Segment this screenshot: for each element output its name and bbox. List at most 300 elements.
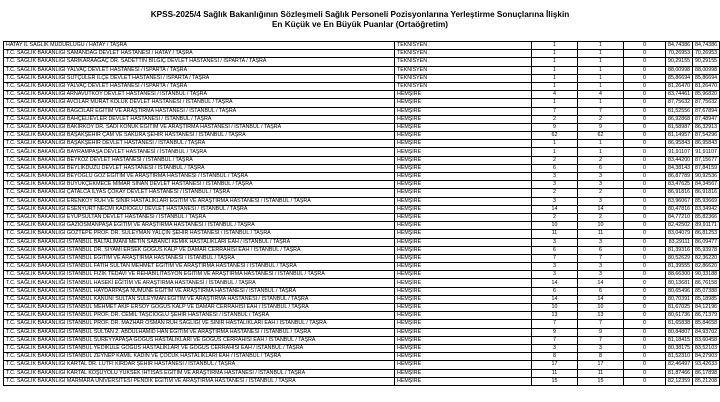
max-score-cell: 85,18985 [693, 295, 720, 303]
vacant-count-cell: 0 [624, 222, 666, 230]
min-score-cell: 90,29155 [666, 58, 693, 66]
min-score-cell: 87,75632 [666, 99, 693, 107]
quota-cell: 14 [532, 205, 578, 213]
institution-cell: T.C. SAĞLIK BAKANLIĞI KARTAL DR. LÜTFİ KIRDAR ŞEHİR HASTANESİ / İSTANBUL / TAŞRA [4, 361, 395, 369]
min-score-cell: 81,52310 [666, 353, 693, 361]
placed-count-cell: 15 [578, 377, 624, 385]
vacant-count-cell: 0 [624, 132, 666, 140]
max-score-cell: 85,82366 [693, 213, 720, 221]
max-score-cell: 84,12196 [693, 304, 720, 312]
institution-cell: T.C. SAĞLIK BAKANLIĞI KARTAL KOŞUYOLU YÜKSEK İHTİSAS EĞİTİM VE ARAŞTIRMA HASTANESİ / İSTANBUL / TAŞRA [4, 369, 395, 377]
placed-count-cell: 3 [578, 344, 624, 352]
institution-cell: T.C. SAĞLIK BAKANLIĞI ÇATALCA İLYAS ÇOKAY DEVLET HASTANESİ / İSTANBUL / TAŞRA [4, 189, 395, 197]
max-score-cell: 87,67894 [693, 107, 720, 115]
placed-count-cell: 10 [578, 304, 624, 312]
min-score-cell: 84,77210 [666, 213, 693, 221]
max-score-cell: 85,96820 [693, 91, 720, 99]
placed-count-cell: 1 [578, 74, 624, 82]
placed-count-cell: 14 [578, 279, 624, 287]
table-row [4, 115, 720, 123]
institution-cell: T.C. SAĞLIK BAKANLIĞI İSTANBUL YEDİKULE GÖĞÜS HASTALIKLARI VE GÖĞÜS CERRAHİSİ EAH / İSTANBUL / TAŞRA [4, 344, 395, 352]
table-row [4, 295, 720, 303]
max-score-cell: 85,93978 [693, 246, 720, 254]
position-title-cell: TEKNİSYEN [395, 42, 532, 50]
position-title-cell: HEMŞİRE [395, 148, 532, 156]
institution-cell: T.C. SAĞLIK BAKANLIĞI ARNAVUTKÖY DEVLET HASTANESİ / İSTANBUL / TAŞRA [4, 91, 395, 99]
position-title-cell: HEMŞİRE [395, 123, 532, 131]
max-score-cell: 87,54296 [693, 132, 720, 140]
position-title-cell: HEMŞİRE [395, 320, 532, 328]
placed-count-cell: 7 [578, 320, 624, 328]
max-score-cell: 85,86694 [693, 74, 720, 82]
min-score-cell: 83,96067 [666, 197, 693, 205]
position-title-cell: HEMŞİRE [395, 353, 532, 361]
max-score-cell: 86,09477 [693, 238, 720, 246]
placed-count-cell: 7 [578, 336, 624, 344]
position-title-cell: HEMŞİRE [395, 213, 532, 221]
table-row [4, 74, 720, 82]
institution-cell: T.C. SAĞLIK BAKANLIĞI İSTANBUL FİZİK TEDAVİ VE REHABİLİTASYON EĞİTİM VE ARAŞTIRMA HASTANESİ / İSTANBUL / TAŞRA [4, 271, 395, 279]
table-row [4, 353, 720, 361]
min-score-cell: 84,74386 [666, 42, 693, 50]
position-title-cell: HEMŞİRE [395, 336, 532, 344]
institution-cell: T.C. SAĞLIK BAKANLIĞI SAMANDAĞ DEVLET HASTANESİ / HATAY / TAŞRA [4, 50, 395, 58]
placed-count-cell: 2 [578, 156, 624, 164]
placed-count-cell: 6 [578, 287, 624, 295]
min-score-cell: 85,86694 [666, 74, 693, 82]
vacant-count-cell: 0 [624, 205, 666, 213]
table-row [4, 320, 720, 328]
vacant-count-cell: 0 [624, 66, 666, 74]
vacant-count-cell: 0 [624, 328, 666, 336]
min-score-cell: 81,18415 [666, 336, 693, 344]
position-title-cell: HEMŞİRE [395, 304, 532, 312]
quota-cell: 1 [532, 140, 578, 148]
vacant-count-cell: 0 [624, 74, 666, 82]
institution-cell: T.C. SAĞLIK BAKANLIĞI BAKIRKÖY DR. SADİ KONUK EĞİTİM VE ARAŞTIRMA HASTANESİ / İSTANBUL / TAŞRA [4, 123, 395, 131]
quota-cell: 3 [532, 263, 578, 271]
min-score-cell: 81,39316 [666, 246, 693, 254]
vacant-count-cell: 0 [624, 107, 666, 115]
position-title-cell: HEMŞİRE [395, 279, 532, 287]
institution-cell: T.C. SAĞLIK BAKANLIĞI İSTANBUL FATİH SULTAN MEHMET EĞİTİM VE ARAŞTIRMA HASTANESİ / İSTANBUL / TAŞRA [4, 263, 395, 271]
placed-count-cell: 3 [578, 271, 624, 279]
table-row [4, 66, 720, 74]
quota-cell: 6 [532, 287, 578, 295]
document-title [0, 10, 720, 30]
quota-cell: 8 [532, 353, 578, 361]
max-score-cell: 84,34567 [693, 181, 720, 189]
table-row [4, 189, 720, 197]
quota-cell: 13 [532, 312, 578, 320]
institution-cell: T.C. SAĞLIK BAKANLIĞI İSTANBUL MEHMET AKİF ERSOY GÖĞÜS KALP VE DAMAR CERRAHİSİ EAH / İSTANBUL / TAŞRA [4, 304, 395, 312]
position-title-cell: HEMŞİRE [395, 91, 532, 99]
quota-cell: 9 [532, 328, 578, 336]
min-score-cell: 84,38143 [666, 164, 693, 172]
table-row [4, 328, 720, 336]
max-score-cell: 83,34942 [693, 205, 720, 213]
table-row [4, 91, 720, 99]
min-score-cell: 82,12359 [666, 377, 693, 385]
table-row [4, 361, 720, 369]
vacant-count-cell: 0 [624, 263, 666, 271]
position-title-cell: TEKNİSYEN [395, 82, 532, 90]
vacant-count-cell: 0 [624, 197, 666, 205]
institution-cell: T.C. SAĞLIK BAKANLIĞI BÜYÜKÇEKMECE MİMAR SİNAN DEVLET HASTANESİ / İSTANBUL / TAŞRA [4, 181, 395, 189]
table-row [4, 58, 720, 66]
table-row [4, 213, 720, 221]
quota-cell: 3 [532, 238, 578, 246]
max-score-cell: 88,00998 [693, 66, 720, 74]
max-score-cell: 87,48947 [693, 115, 720, 123]
institution-cell: T.C. SAĞLIK BAKANLIĞI İSTANBUL DR. SİYAMİ ERSEK GÖĞÜS KALP VE DAMAR CERRAHİSİ EAH / İSTANBUL / TAŞRA [4, 246, 395, 254]
min-score-cell: 81,14957 [666, 132, 693, 140]
institution-cell: T.C. SAĞLIK BAKANLIĞI İSTANBUL HASEKİ EĞİTİM VE ARAŞTIRMA HASTANESİ / İSTANBUL / TAŞRA [4, 279, 395, 287]
placed-count-cell: 11 [578, 369, 624, 377]
min-score-cell: 88,00998 [666, 66, 693, 74]
min-score-cell: 80,84807 [666, 328, 693, 336]
min-score-cell: 81,58987 [666, 123, 693, 131]
title-line-2: En Küçük ve En Büyük Puanlar (Ortaöğretim) [271, 20, 449, 29]
position-title-cell: HEMŞİRE [395, 271, 532, 279]
quota-cell: 11 [532, 369, 578, 377]
placed-count-cell: 62 [578, 132, 624, 140]
institution-cell: T.C. SAĞLIK BAKANLIĞI SÜTÇÜLER İLÇE DEVLET HASTANESİ / ISPARTA / TAŞRA [4, 74, 395, 82]
quota-cell: 1 [532, 66, 578, 74]
max-score-cell: 86,91816 [693, 189, 720, 197]
institution-cell: T.C. SAĞLIK BAKANLIĞI YALVAÇ DEVLET HASTANESİ / ISPARTA / TAŞRA [4, 66, 395, 74]
position-title-cell: TEKNİSYEN [395, 50, 532, 58]
max-score-cell: 83,52103 [693, 344, 720, 352]
vacant-count-cell: 0 [624, 156, 666, 164]
max-score-cell: 87,75632 [693, 99, 720, 107]
quota-cell: 1 [532, 42, 578, 50]
quota-cell: 4 [532, 91, 578, 99]
placed-count-cell: 6 [578, 164, 624, 172]
position-title-cell: HEMŞİRE [395, 328, 532, 336]
placed-count-cell: 6 [578, 246, 624, 254]
min-score-cell: 80,61736 [666, 312, 693, 320]
min-score-cell: 81,67025 [666, 304, 693, 312]
quota-cell: 3 [532, 344, 578, 352]
placed-count-cell: 1 [578, 66, 624, 74]
quota-cell: 17 [532, 361, 578, 369]
position-title-cell: HEMŞİRE [395, 344, 532, 352]
vacant-count-cell: 0 [624, 271, 666, 279]
institution-cell: T.C. SAĞLIK BAKANLIĞI BAYRAMPAŞA DEVLET HASTANESİ / İSTANBUL / TAŞRA [4, 148, 395, 156]
institution-cell: T.C. SAĞLIK BAKANLIĞI ESENYURT NECMİ KADIOĞLU DEVLET HASTANESİ / İSTANBUL / TAŞRA [4, 205, 395, 213]
vacant-count-cell: 0 [624, 361, 666, 369]
vacant-count-cell: 0 [624, 377, 666, 385]
min-score-cell: 82,42502 [666, 222, 693, 230]
max-score-cell: 70,26953 [693, 50, 720, 58]
vacant-count-cell: 0 [624, 140, 666, 148]
min-score-cell: 91,91107 [666, 148, 693, 156]
table-row [4, 123, 720, 131]
placed-count-cell: 17 [578, 361, 624, 369]
min-score-cell: 86,87789 [666, 173, 693, 181]
placed-count-cell: 1 [578, 50, 624, 58]
table-row [4, 279, 720, 287]
quota-cell: 11 [532, 230, 578, 238]
institution-cell: T.C. SAĞLIK BAKANLIĞI BAHÇELİEVLER DEVLET HASTANESİ / İSTANBUL / TAŞRA [4, 115, 395, 123]
max-score-cell: 86,81253 [693, 230, 720, 238]
institution-cell: HATAY İL SAĞLIK MÜDÜRLÜĞÜ / HATAY / TAŞRA [4, 42, 395, 50]
institution-cell: T.C. SAĞLIK BAKANLIĞI BAĞCILAR EĞİTİM VE ARAŞTIRMA HASTANESİ / İSTANBUL / TAŞRA [4, 107, 395, 115]
table-row [4, 377, 720, 385]
institution-cell: T.C. SAĞLIK BAKANLIĞI BAŞAKŞEHİR ÇAM VE SAKURA ŞEHİR HASTANESİ / İSTANBUL / TAŞRA [4, 132, 395, 140]
table-row [4, 173, 720, 181]
position-title-cell: TEKNİSYEN [395, 66, 532, 74]
min-score-cell: 86,92868 [666, 115, 693, 123]
position-title-cell: HEMŞİRE [395, 115, 532, 123]
placed-count-cell: 11 [578, 230, 624, 238]
vacant-count-cell: 0 [624, 189, 666, 197]
quota-cell: 3 [532, 271, 578, 279]
min-score-cell: 81,52556 [666, 107, 693, 115]
institution-cell: T.C. SAĞLIK BAKANLIĞI İSTANBUL PROF. DR. CEMİL TAŞCIOĞLU ŞEHİR HASTANESİ / İSTANBUL / TAŞRA [4, 312, 395, 320]
max-score-cell: 91,91107 [693, 148, 720, 156]
max-score-cell: 86,32913 [693, 123, 720, 131]
min-score-cell: 81,39555 [666, 263, 693, 271]
vacant-count-cell: 0 [624, 336, 666, 344]
title-line-1: KPSS-2025/4 Sağlık Bakanlığının Sözleşmeli Sağlık Personeli Pozisyonlarına Yerleştirme Sonuçlarına İlişkin [150, 10, 570, 19]
placed-count-cell: 10 [578, 222, 624, 230]
institution-cell: T.C. SAĞLIK BAKANLIĞI İSTANBUL BALTALİMANI METİN SABANCI KEMİK HASTALIKLARI EAH / İSTANBUL / TAŞRA [4, 238, 395, 246]
position-title-cell: HEMŞİRE [395, 377, 532, 385]
table-row [4, 271, 720, 279]
institution-cell: T.C. SAĞLIK BAKANLIĞI GÖZTEPE PROF. DR. SÜLEYMAN YALÇIN ŞEHİR HASTANESİ / İSTANBUL / TAŞRA [4, 230, 395, 238]
institution-cell: T.C. SAĞLIK BAKANLIĞI BAŞAKŞEHİR DEVLET HASTANESİ / İSTANBUL / TAŞRA [4, 140, 395, 148]
quota-cell: 2 [532, 189, 578, 197]
placed-count-cell: 1 [578, 140, 624, 148]
quota-cell: 9 [532, 123, 578, 131]
max-score-cell: 82,36220 [693, 254, 720, 262]
institution-cell: T.C. SAĞLIK BAKANLIĞI İSTANBUL EĞİTİM VE ARAŞTIRMA HASTANESİ / İSTANBUL / TAŞRA [4, 254, 395, 262]
vacant-count-cell: 0 [624, 344, 666, 352]
max-score-cell: 86,17898 [693, 369, 720, 377]
min-score-cell: 70,26953 [666, 50, 693, 58]
institution-cell: T.C. SAĞLIK BAKANLIĞI SARIKARAAĞAÇ DR. SADETTİN BİLGİÇ DEVLET HASTANESİ / ISPARTA / TAŞRA [4, 58, 395, 66]
institution-cell: T.C. SAĞLIK BAKANLIĞI İSTANBUL HAYDARPAŞA NUMUNE EĞİTİM VE ARAŞTIRMA HASTANESİ / İSTANBUL / TAŞRA [4, 287, 395, 295]
quota-cell: 1 [532, 99, 578, 107]
vacant-count-cell: 0 [624, 312, 666, 320]
placed-count-cell: 14 [578, 295, 624, 303]
table-row [4, 369, 720, 377]
position-title-cell: HEMŞİRE [395, 361, 532, 369]
vacant-count-cell: 0 [624, 279, 666, 287]
vacant-count-cell: 0 [624, 82, 666, 90]
vacant-count-cell: 0 [624, 369, 666, 377]
min-score-cell: 83,74461 [666, 91, 693, 99]
max-score-cell: 86,71379 [693, 312, 720, 320]
quota-cell: 7 [532, 336, 578, 344]
max-score-cell: 84,74386 [693, 42, 720, 50]
institution-cell: T.C. SAĞLIK BAKANLIĞI İSTANBUL KANUNİ SULTAN SÜLEYMAN EĞİTİM VE ARAŞTIRMA HASTANESİ / İSTANBUL / TAŞRA [4, 295, 395, 303]
placed-count-cell: 3 [578, 197, 624, 205]
max-score-cell: 90,33188 [693, 271, 720, 279]
quota-cell: 62 [532, 132, 578, 140]
quota-cell: 3 [532, 197, 578, 205]
min-score-cell: 80,52629 [666, 254, 693, 262]
institution-cell: T.C. SAĞLIK BAKANLIĞI BEYLİKDÜZÜ DEVLET HASTANESİ / İSTANBUL / TAŞRA [4, 164, 395, 172]
table-row [4, 99, 720, 107]
position-title-cell: HEMŞİRE [395, 246, 532, 254]
institution-cell: T.C. SAĞLIK BAKANLIĞI AVCILAR MURAT KÖLÜK DEVLET HASTANESİ / İSTANBUL / TAŞRA [4, 99, 395, 107]
vacant-count-cell: 0 [624, 181, 666, 189]
table-row [4, 238, 720, 246]
max-score-cell: 84,27903 [693, 353, 720, 361]
placed-count-cell: 9 [578, 328, 624, 336]
position-title-cell: HEMŞİRE [395, 222, 532, 230]
vacant-count-cell: 0 [624, 58, 666, 66]
table-row [4, 82, 720, 90]
quota-cell: 14 [532, 295, 578, 303]
table-row [4, 254, 720, 262]
max-score-cell: 83,60458 [693, 336, 720, 344]
min-score-cell: 86,95843 [666, 140, 693, 148]
institution-cell: T.C. SAĞLIK BAKANLIĞI GAZİOSMANPAŞA EĞİTİM VE ARAŞTIRMA HASTANESİ / İSTANBUL / TAŞRA [4, 222, 395, 230]
vacant-count-cell: 0 [624, 91, 666, 99]
position-title-cell: HEMŞİRE [395, 181, 532, 189]
placed-count-cell: 2 [578, 115, 624, 123]
placed-count-cell: 3 [578, 173, 624, 181]
placed-count-cell: 3 [578, 181, 624, 189]
institution-cell: T.C. SAĞLIK BAKANLIĞI İSTANBUL ZEYNEP KAMİL KADIN VE ÇOCUK HASTALIKLARI EAH / İSTANBUL / TAŞRA [4, 353, 395, 361]
table-row [4, 181, 720, 189]
vacant-count-cell: 0 [624, 164, 666, 172]
table-row [4, 230, 720, 238]
vacant-count-cell: 0 [624, 254, 666, 262]
vacant-count-cell: 0 [624, 99, 666, 107]
position-title-cell: HEMŞİRE [395, 230, 532, 238]
vacant-count-cell: 0 [624, 230, 666, 238]
table-row [4, 140, 720, 148]
vacant-count-cell: 0 [624, 148, 666, 156]
institution-cell: T.C. SAĞLIK BAKANLIĞI YALVAÇ DEVLET HASTANESİ / ISPARTA / TAŞRA [4, 82, 395, 90]
quota-cell: 2 [532, 213, 578, 221]
placed-count-cell: 1 [578, 148, 624, 156]
min-score-cell: 83,29111 [666, 238, 693, 246]
position-title-cell: HEMŞİRE [395, 312, 532, 320]
min-score-cell: 81,65838 [666, 320, 693, 328]
quota-cell: 2 [532, 115, 578, 123]
table-row [4, 205, 720, 213]
position-title-cell: TEKNİSYEN [395, 74, 532, 82]
placed-count-cell: 1 [578, 99, 624, 107]
quota-cell: 1 [532, 74, 578, 82]
institution-cell: T.C. SAĞLIK BAKANLIĞI BEYOĞLU GÖZ EĞİTİM VE ARAŞTIRMA HASTANESİ / İSTANBUL / TAŞRA [4, 173, 395, 181]
position-title-cell: HEMŞİRE [395, 263, 532, 271]
min-score-cell: 83,47625 [666, 181, 693, 189]
min-score-cell: 88,66300 [666, 271, 693, 279]
max-score-cell: 87,15677 [693, 156, 720, 164]
max-score-cell: 82,86620 [693, 263, 720, 271]
vacant-count-cell: 0 [624, 353, 666, 361]
vacant-count-cell: 0 [624, 42, 666, 50]
vacant-count-cell: 0 [624, 320, 666, 328]
vacant-count-cell: 0 [624, 115, 666, 123]
vacant-count-cell: 0 [624, 238, 666, 246]
table-row [4, 344, 720, 352]
vacant-count-cell: 0 [624, 304, 666, 312]
placed-count-cell: 4 [578, 91, 624, 99]
placed-count-cell: 3 [578, 263, 624, 271]
position-title-cell: TEKNİSYEN [395, 58, 532, 66]
institution-cell: T.C. SAĞLIK BAKANLIĞI İSTANBUL SUREYYAPAŞA GÖĞÜS HASTALIKLARI VE GÖĞÜS CERRAHİSİ EAH / İSTANBUL / TAŞRA [4, 336, 395, 344]
vacant-count-cell: 0 [624, 287, 666, 295]
table-row [4, 197, 720, 205]
position-title-cell: HEMŞİRE [395, 140, 532, 148]
min-score-cell: 81,26470 [666, 82, 693, 90]
placed-count-cell: 9 [578, 123, 624, 131]
vacant-count-cell: 0 [624, 50, 666, 58]
table-row [4, 50, 720, 58]
table-row [4, 164, 720, 172]
position-title-cell: HEMŞİRE [395, 197, 532, 205]
table-row [4, 287, 720, 295]
placed-count-cell: 13 [578, 312, 624, 320]
placed-count-cell: 1 [578, 42, 624, 50]
vacant-count-cell: 0 [624, 295, 666, 303]
quota-cell: 6 [532, 164, 578, 172]
table-row [4, 222, 720, 230]
quota-cell: 3 [532, 173, 578, 181]
max-score-cell: 84,93702 [693, 328, 720, 336]
placed-count-cell: 3 [578, 238, 624, 246]
position-title-cell: HEMŞİRE [395, 107, 532, 115]
vacant-count-cell: 0 [624, 246, 666, 254]
min-score-cell: 80,38175 [666, 344, 693, 352]
position-title-cell: HEMŞİRE [395, 205, 532, 213]
position-title-cell: HEMŞİRE [395, 254, 532, 262]
position-title-cell: HEMŞİRE [395, 132, 532, 140]
placed-count-cell: 14 [578, 205, 624, 213]
table-row [4, 336, 720, 344]
quota-cell: 1 [532, 50, 578, 58]
table-row [4, 263, 720, 271]
max-score-cell: 85,07388 [693, 287, 720, 295]
min-score-cell: 82,46497 [666, 361, 693, 369]
institution-cell: T.C. SAĞLIK BAKANLIĞI BEYKOZ DEVLET HASTANESİ / İSTANBUL / TAŞRA [4, 156, 395, 164]
min-score-cell: 80,70391 [666, 295, 693, 303]
results-table [3, 41, 720, 386]
quota-cell: 7 [532, 107, 578, 115]
position-title-cell: HEMŞİRE [395, 164, 532, 172]
min-score-cell: 81,87466 [666, 369, 693, 377]
max-score-cell: 90,29155 [693, 58, 720, 66]
quota-cell: 1 [532, 58, 578, 66]
table-row [4, 312, 720, 320]
institution-cell: T.C. SAĞLIK BAKANLIĞI EYÜPSULTAN DEVLET HASTANESİ / İSTANBUL / TAŞRA [4, 213, 395, 221]
quota-cell: 10 [532, 222, 578, 230]
max-score-cell: 85,93669 [693, 197, 720, 205]
quota-cell: 15 [532, 377, 578, 385]
max-score-cell: 87,84159 [693, 164, 720, 172]
quota-cell: 3 [532, 181, 578, 189]
quota-cell: 1 [532, 148, 578, 156]
min-score-cell: 83,04079 [666, 230, 693, 238]
max-score-cell: 85,84658 [693, 320, 720, 328]
position-title-cell: HEMŞİRE [395, 369, 532, 377]
placed-count-cell: 2 [578, 189, 624, 197]
table-row [4, 132, 720, 140]
placed-count-cell: 7 [578, 254, 624, 262]
position-title-cell: HEMŞİRE [395, 189, 532, 197]
quota-cell: 10 [532, 304, 578, 312]
min-score-cell: 83,44200 [666, 156, 693, 164]
placed-count-cell: 7 [578, 107, 624, 115]
